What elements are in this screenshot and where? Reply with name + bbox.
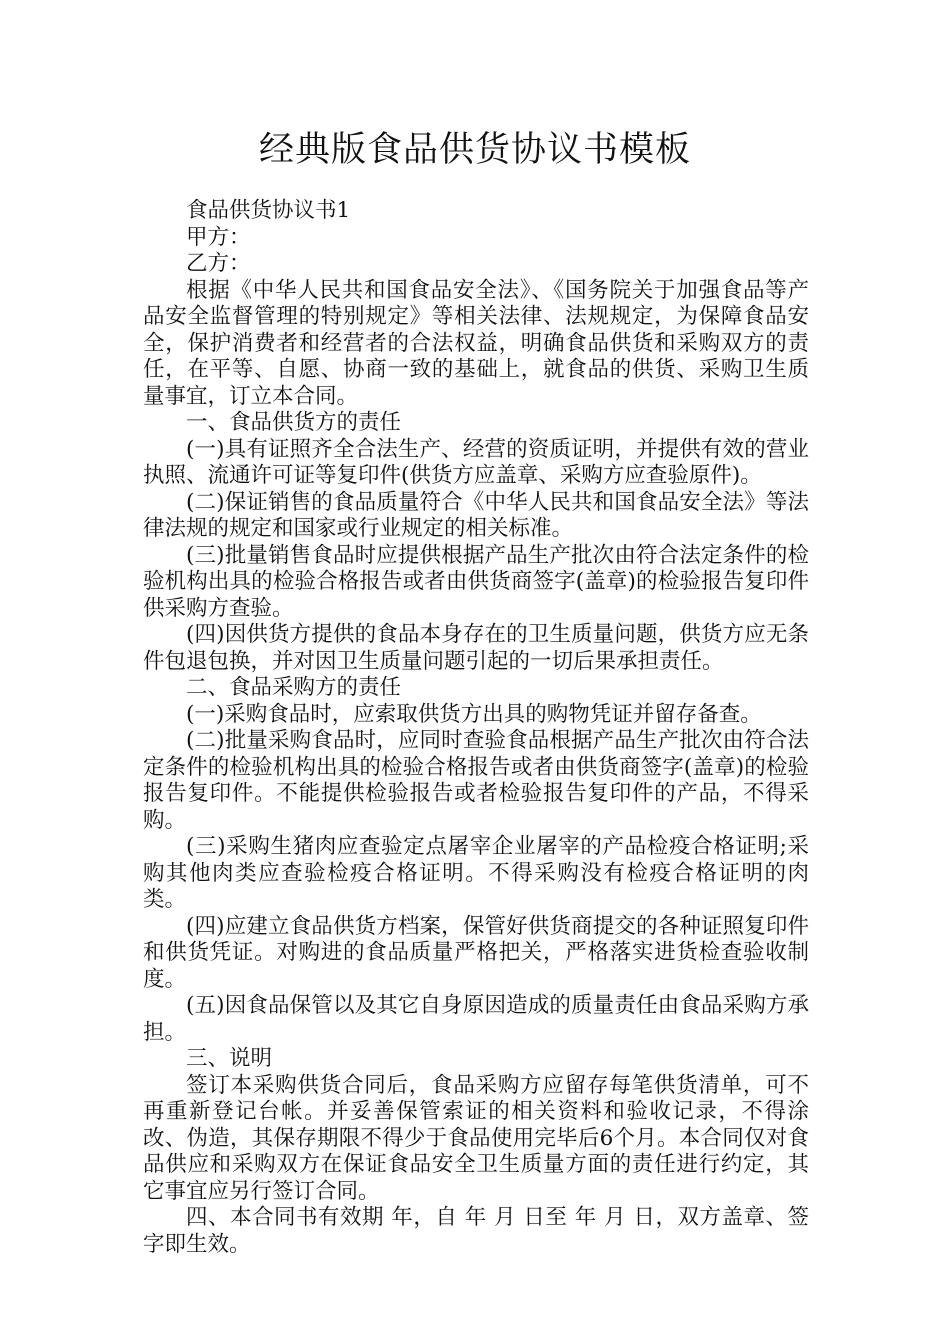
purchaser-clause-3: (三)采购生猪肉应查验定点屠宰企业屠宰的产品检疫合格证明;采购其他肉类应查验检疫合格证明。不得采购没有检疫合格证明的肉类。 — [143, 834, 809, 912]
supplier-clause-2: (二)保证销售的食品质量符合《中华人民共和国食品安全法》等法律法规的规定和国家或行业规定的相关标准。 — [143, 489, 809, 541]
purchaser-clause-2: (二)批量采购食品时，应同时查验食品根据产品生产批次由符合法定条件的检验机构出具的检验合格报告或者由供货商签字(盖章)的检验报告复印件。不能提供检验报告或者检验报告复印件的产品，不得采购。 — [143, 728, 809, 833]
purchaser-clause-4: (四)应建立食品供货方档案，保管好供货商提交的各种证照复印件和供货凭证。对购进的食品质量严格把关，严格落实进货检查验收制度。 — [143, 913, 809, 992]
supplier-clause-4: (四)因供货方提供的食品本身存在的卫生质量问题，供货方应无条件包退包换，并对因卫生质量问题引起的一切后果承担责任。 — [143, 622, 809, 674]
section-heading-purchaser: 二、食品采购方的责任 — [186, 675, 402, 700]
subtitle-paragraph: 食品供货协议书1 — [186, 198, 351, 223]
document-title: 经典版食品供货协议书模板 — [258, 130, 691, 170]
supplier-clause-3: (三)批量销售食品时应提供根据产品生产批次由符合法定条件的检验机构出具的检验合格报告或者由供货商签字(盖章)的检验报告复印件供采购方查验。 — [143, 542, 809, 621]
party-b-line: 乙方： — [186, 251, 251, 276]
preamble-paragraph: 根据《中华人民共和国食品安全法》、《国务院关于加强食品等产品安全监督管理的特别规定》等相关法律、法规规定，为保障食品安全，保护消费者和经营者的合法权益，明确食品供货和采购双方的责任，在平等、自愿、协商一致的基础上，就食品的供货、采购卫生质量事宜，订立本合同。 — [143, 277, 809, 409]
purchaser-clause-1: (一)采购食品时，应索取供货方出具的购物凭证并留存备查。 — [186, 701, 762, 727]
validity-paragraph: 四、本合同书有效期 年，自 年 月 日至 年 月 日，双方盖章、签字即生效。 — [143, 1205, 809, 1257]
purchaser-clause-5: (五)因食品保管以及其它自身原因造成的质量责任由食品采购方承担。 — [143, 993, 809, 1045]
notes-paragraph: 签订本采购供货合同后，食品采购方应留存每笔供货清单，可不再重新登记台帐。并妥善保管索证的相关资料和验收记录，不得涂改、伪造，其保存期限不得少于食品使用完毕后6个月。本合同仅对食品供应和采购双方在保证食品安全卫生质量方面的责任进行约定，其它事宜应另行签订合同。 — [143, 1072, 809, 1204]
section-heading-supplier: 一、食品供货方的责任 — [186, 410, 402, 435]
supplier-clause-1: (一)具有证照齐全合法生产、经营的资质证明，并提供有效的营业执照、流通许可证等复印件(供货方应盖章、采购方应查验原件)。 — [143, 436, 809, 488]
section-heading-notes: 三、说明 — [186, 1046, 273, 1071]
document-body — [143, 198, 809, 1258]
party-a-line: 甲方： — [186, 224, 251, 250]
